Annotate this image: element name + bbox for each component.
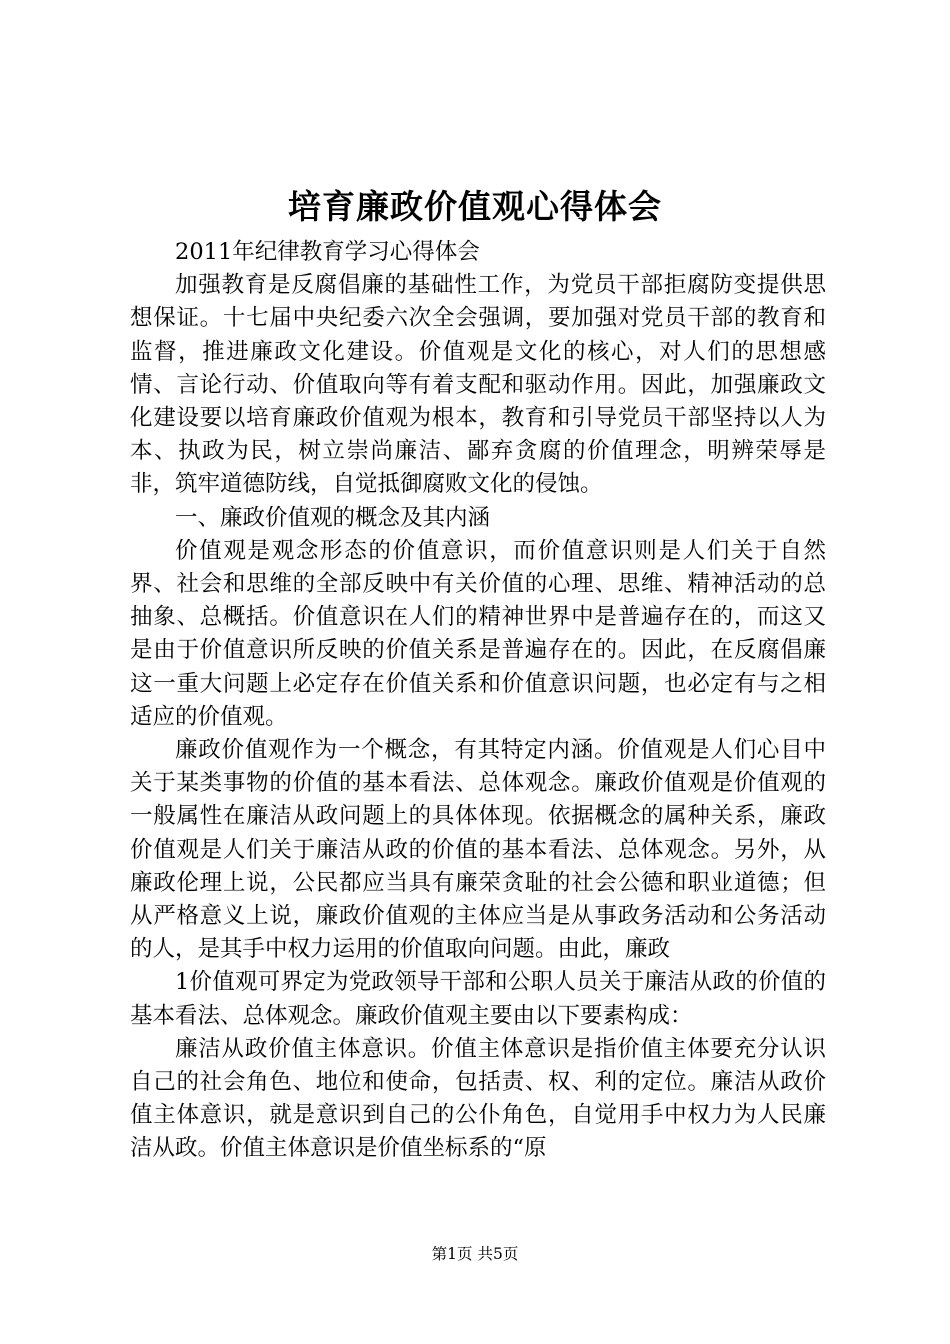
paragraph: 加强教育是反腐倡廉的基础性工作，为党员干部拒腐防变提供思想保证。十七届中央纪委六次全会强调，要加强对党员干部的教育和监督，推进廉政文化建设。价值观是文化的核心，对人们的思想感情、言论行动、价值取向等有着支配和驱动作用。因此，加强廉政文化建设要以培育廉政价值观为根本，教育和引导党员干部坚持以人为本、执政为民，树立崇尚廉洁、鄙弃贪腐的价值理念，明辨荣辱是非，筑牢道德防线，自觉抵御腐败文化的侵蚀。 [130, 272, 826, 498]
paragraph: 1价值观可界定为党政领导干部和公职人员关于廉洁从政的价值的基本看法、总体观念。廉政价值观主要由以下要素构成： [130, 969, 826, 1029]
paragraph: 价值观是观念形态的价值意识，而价值意识则是人们关于自然界、社会和思维的全部反映中有关价值的心理、思维、精神活动的总抽象、总概括。价值意识在人们的精神世界中是普遍存在的，而这又是由于价值意识所反映的价值关系是普遍存在的。因此，在反腐倡廉这一重大问题上必定存在价值关系和价值意识问题，也必定有与之相适应的价值观。 [130, 537, 826, 730]
page-number-footer: 第1页 共5页 [431, 1245, 519, 1263]
paragraph: 廉政价值观作为一个概念，有其特定内涵。价值观是人们心目中关于某类事物的价值的基本看法、总体观念。廉政价值观是价值观的一般属性在廉洁从政问题上的具体体现。依据概念的属种关系，廉政价值观是人们关于廉洁从政的价值的基本看法、总体观念。另外，从廉政伦理上说，公民都应当具有廉荣贪耻的社会公德和职业道德；但从严格意义上说，廉政价值观的主体应当是从事政务活动和公务活动的人，是其手中权力运用的价值取向问题。由此，廉政 [130, 737, 826, 963]
document-subtitle: 2011年纪律教育学习心得体会 [175, 239, 480, 265]
paragraph: 廉洁从政价值主体意识。价值主体意识是指价值主体要充分认识自己的社会角色、地位和使命，包括责、权、利的定位。廉洁从政价值主体意识，就是意识到自己的公仆角色，自觉用手中权力为人民廉洁从政。价值主体意识是价值坐标系的“原 [130, 1035, 826, 1162]
document-title: 培育廉政价值观心得体会 [288, 187, 662, 226]
document-body [130, 236, 826, 1166]
section-heading: 一、廉政价值观的概念及其内涵 [175, 504, 491, 531]
